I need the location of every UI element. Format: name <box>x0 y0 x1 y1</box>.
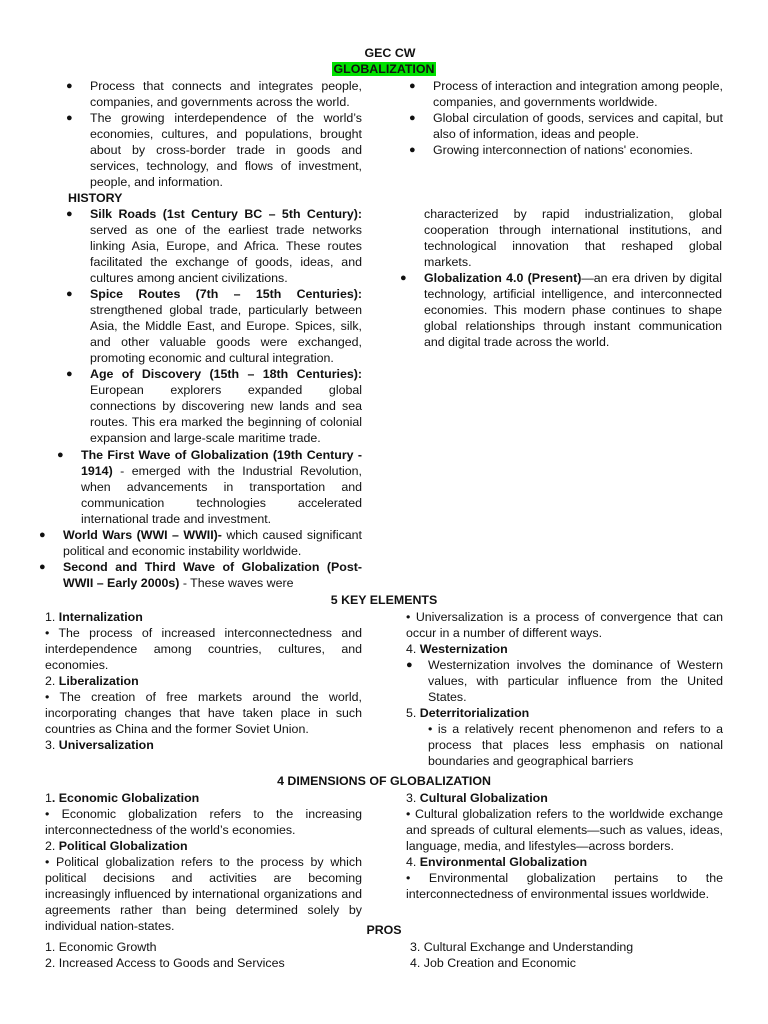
list-item: ● Second and Third Wave of Globalization (Post-WWII – Early 2000s) - These waves were <box>39 560 362 590</box>
history-list-wars <box>39 527 362 591</box>
bullet-icon: ● <box>400 272 407 284</box>
pros-heading: PROS <box>366 923 402 937</box>
element-westernization: 4. Westernization <box>406 642 508 656</box>
pros-right <box>410 939 723 971</box>
dimensions-left <box>45 790 362 934</box>
list-item: ● Spice Routes (7th – 15th Centuries): strengthened global trade, particularly between Asia, the Middle East, and Europe. Spices, silk, and other valuable goods were exchanged, promoting economic and cultural integration. <box>66 287 362 365</box>
page-title <box>0 62 768 76</box>
pros-item: 2. Increased Access to Goods and Services <box>45 956 285 970</box>
list-item: ● Process of interaction and integration among people, companies, and governments worldwide. <box>409 79 723 109</box>
bullet-icon: ● <box>39 529 46 541</box>
element-internalization: 1. Internalization <box>45 610 143 624</box>
pros-item: 1. Economic Growth <box>45 940 157 954</box>
bullet-icon: ● <box>409 80 416 92</box>
list-item: ● Global circulation of goods, services and capital, but also of information, ideas and people. <box>409 111 723 141</box>
element-liberalization: 2. Liberalization <box>45 674 139 688</box>
dimension-cultural-text: • Cultural globalization refers to the worldwide exchange and spreads of cultural elements—such as values, ideas, language, media, and lifestyles—across borders. <box>406 807 723 853</box>
bullet-icon: ● <box>66 368 73 380</box>
bullet-icon: ● <box>406 659 413 671</box>
page-title-highlight: GLOBALIZATION <box>333 62 435 76</box>
pros-left <box>45 939 362 971</box>
list-item: ● Process that connects and integrates people, companies, and governments across the world. <box>66 79 362 109</box>
bullet-icon: ● <box>66 288 73 300</box>
element-internalization-text: • The process of increased interconnectedness and interdependence among countries, cultures, and economies. <box>45 626 362 672</box>
element-universalization: 3. Universalization <box>45 738 154 752</box>
history-heading: HISTORY <box>68 191 123 205</box>
element-westernization-text: ● Westernization involves the dominance of Western values, with particular influence from the United States. <box>406 658 723 704</box>
dimension-political-text: • Political globalization refers to the process by which political decisions and activities are becoming increasingly influenced by international organizations and agreements rather than being determined solely by individual nation-states. <box>45 855 362 933</box>
history-list-g4 <box>400 270 723 350</box>
bullet-icon: ● <box>66 80 73 92</box>
bullet-icon: ● <box>39 561 46 573</box>
list-item: ● Age of Discovery (15th – 18th Centuries): European explorers expanded global connections by discovering new lands and sea routes. This era marked the beginning of colonial expansion and large-scale maritime trade. <box>66 367 362 445</box>
history-list-wave1 <box>57 447 362 527</box>
list-item: ● The growing interdependence of the world’s economies, cultures, and populations, brought about by cross-border trade in goods and services, technology, and flows of investment, people, and information. <box>66 111 362 189</box>
list-item: ● Globalization 4.0 (Present)—an era driven by digital technology, artificial intelligence, and interconnected economies. This modern phase continues to shape global relationships through instant communication and digital trade across the world. <box>400 271 723 349</box>
list-item: ● Silk Roads (1st Century BC – 5th Century): served as one of the earliest trade networks linking Asia, Europe, and Africa. These routes facilitated the exchange of goods, ideas, and cultures among ancient civilizations. <box>66 207 362 285</box>
list-item: ● World Wars (WWI – WWII)- which caused significant political and economic instability worldwide. <box>39 528 362 558</box>
dimensions-right <box>406 790 723 902</box>
element-universalization-text: • Universalization is a process of convergence that can occur in a number of different ways. <box>406 610 723 640</box>
pros-item: 3. Cultural Exchange and Understanding <box>410 940 634 954</box>
bullet-icon: ● <box>409 112 416 124</box>
history-continuation: characterized by rapid industrialization, global cooperation through international institutions, and technological innovation that reshaped global markets. <box>424 207 722 269</box>
dimension-political: 2. Political Globalization <box>45 839 188 853</box>
bullet-icon: ● <box>409 144 416 156</box>
dimension-cultural: 3. Cultural Globalization <box>406 791 548 805</box>
dimension-economic-text: • Economic globalization refers to the increasing interconnectedness of the world’s economies. <box>45 807 362 837</box>
history-list <box>66 206 362 446</box>
dimension-environmental: 4. Environmental Globalization <box>406 855 588 869</box>
key-elements-left <box>45 609 362 753</box>
dimension-economic: 1. Economic Globalization <box>45 791 200 805</box>
element-deterritorialization-text: • is a relatively recent phenomenon and refers to a process that places less emphasis on national boundaries and geographical barriers <box>428 722 723 768</box>
key-elements-heading: 5 KEY ELEMENTS <box>330 593 438 607</box>
dimensions-heading: 4 DIMENSIONS OF GLOBALIZATION <box>277 774 491 788</box>
element-deterritorialization: 5. Deterritorialization <box>406 706 530 720</box>
list-item: ● The First Wave of Globalization (19th Century - 1914) - emerged with the Industrial Revolution, when advancements in transportation and communication technologies accelerated international trade and investment. <box>57 448 362 526</box>
bullet-icon: ● <box>66 208 73 220</box>
definitions-left <box>66 78 362 190</box>
dimension-environmental-text: • Environmental globalization pertains to the interconnectedness of environmental issues worldwide. <box>406 871 723 901</box>
key-elements-right <box>406 609 723 769</box>
list-item: ● Growing interconnection of nations' economies. <box>409 143 693 157</box>
course-title: GEC CW <box>364 46 416 60</box>
bullet-icon: ● <box>57 449 64 461</box>
bullet-icon: ● <box>66 112 73 124</box>
element-liberalization-text: • The creation of free markets around the world, incorporating changes that have taken place in such countries as China and the former Soviet Union. <box>45 690 362 736</box>
pros-item: 4. Job Creation and Economic <box>410 956 576 970</box>
definitions-right <box>409 78 723 158</box>
